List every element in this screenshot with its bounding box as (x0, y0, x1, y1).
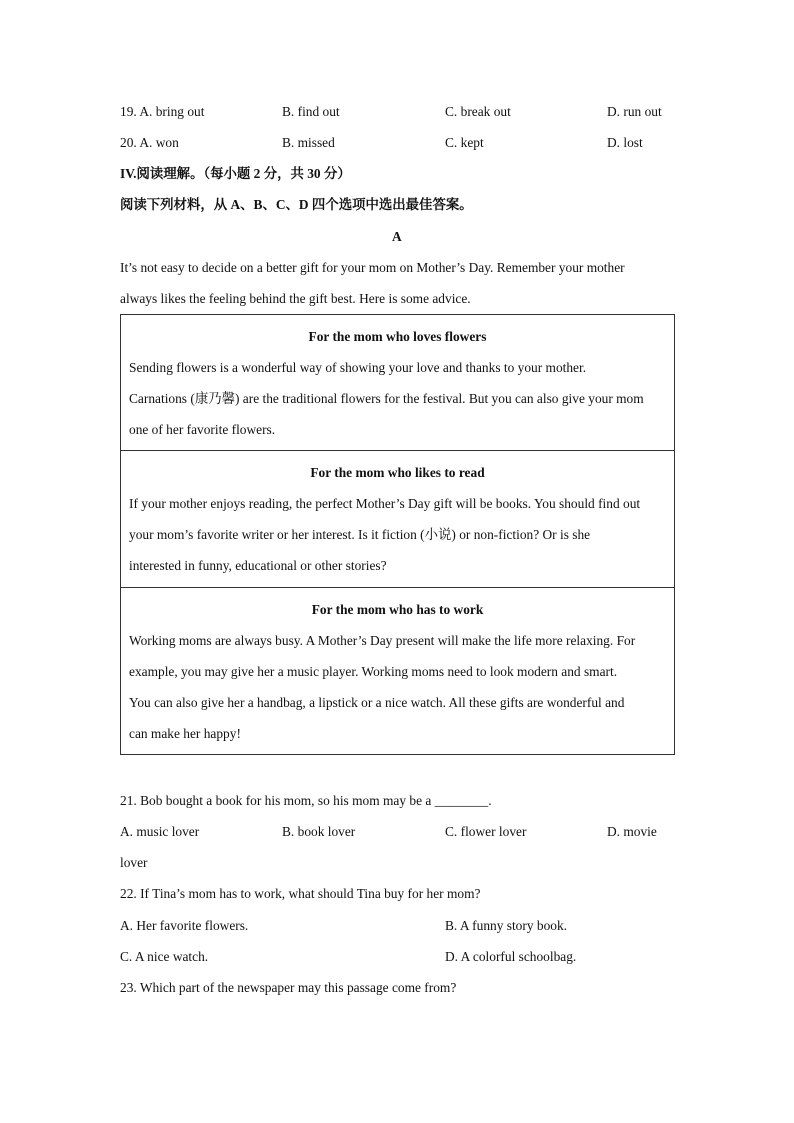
advice-section-flowers (121, 315, 674, 451)
section-line: can make her happy! (129, 726, 241, 741)
q22-stem: 22. If Tina’s mom has to work, what should Tina buy for her mom? (120, 886, 481, 901)
q21-option-a: A. music lover (120, 824, 200, 839)
intro-line-1: It’s not easy to decide on a better gift for your mom on Mother’s Day. Remember your mother (120, 260, 625, 275)
q20-option-b: B. missed (282, 135, 335, 150)
section-line: your mom’s favorite writer or her interest. Is it fiction (小说) or non-fiction? Or is she (129, 527, 591, 542)
section-line: If your mother enjoys reading, the perfect Mother’s Day gift will be books. You should find out (129, 496, 641, 511)
section-line: Working moms are always busy. A Mother’s Day present will make the life more relaxing. For (129, 633, 636, 648)
q19-option-c: C. break out (445, 104, 511, 119)
q21-option-c: C. flower lover (445, 824, 527, 839)
section-line: example, you may give her a music player. Working moms need to look modern and smart. (129, 664, 618, 679)
advice-section-read (121, 451, 674, 588)
instruction: 阅读下列材料，从 A、B、C、D 四个选项中选出最佳答案。 (120, 197, 473, 212)
advice-section-work (121, 588, 674, 754)
section-line: one of her favorite flowers. (129, 422, 276, 437)
q20-option-d: D. lost (607, 135, 643, 150)
section-line: interested in funny, educational or other stories? (129, 558, 387, 573)
section-title: For the mom who loves flowers (308, 329, 487, 344)
q21-option-b: B. book lover (282, 824, 356, 839)
q23-stem: 23. Which part of the newspaper may this passage come from? (120, 980, 457, 995)
q19-option-d: D. run out (607, 104, 662, 119)
q21-option-d-wrap: lover (120, 855, 148, 870)
advice-table (120, 314, 675, 755)
q19-option-b: B. find out (282, 104, 340, 119)
passage-label: A (392, 229, 402, 244)
section-line: Carnations (康乃馨) are the traditional flowers for the festival. But you can also give your mom (129, 391, 644, 406)
q21-option-d: D. movie (607, 824, 657, 839)
section-title: For the mom who has to work (311, 602, 484, 617)
q22-option-d: D. A colorful schoolbag. (445, 949, 577, 964)
q19-option-a: 19. A. bring out (120, 104, 205, 119)
section-heading: IV.阅读理解。（每小题 2 分，共 30 分） (120, 166, 351, 181)
section-line: You can also give her a handbag, a lipstick or a nice watch. All these gifts are wonderful and (129, 695, 625, 710)
q22-option-b: B. A funny story book. (445, 918, 568, 933)
section-title: For the mom who likes to read (310, 465, 485, 480)
q22-option-c: C. A nice watch. (120, 949, 209, 964)
q21-stem: 21. Bob bought a book for his mom, so his mom may be a ________. (120, 793, 492, 808)
q20-option-c: C. kept (445, 135, 484, 150)
section-line: Sending flowers is a wonderful way of showing your love and thanks to your mother. (129, 360, 587, 375)
q22-option-a: A. Her favorite flowers. (120, 918, 249, 933)
q20-option-a: 20. A. won (120, 135, 179, 150)
intro-line-2: always likes the feeling behind the gift best. Here is some advice. (120, 291, 471, 306)
